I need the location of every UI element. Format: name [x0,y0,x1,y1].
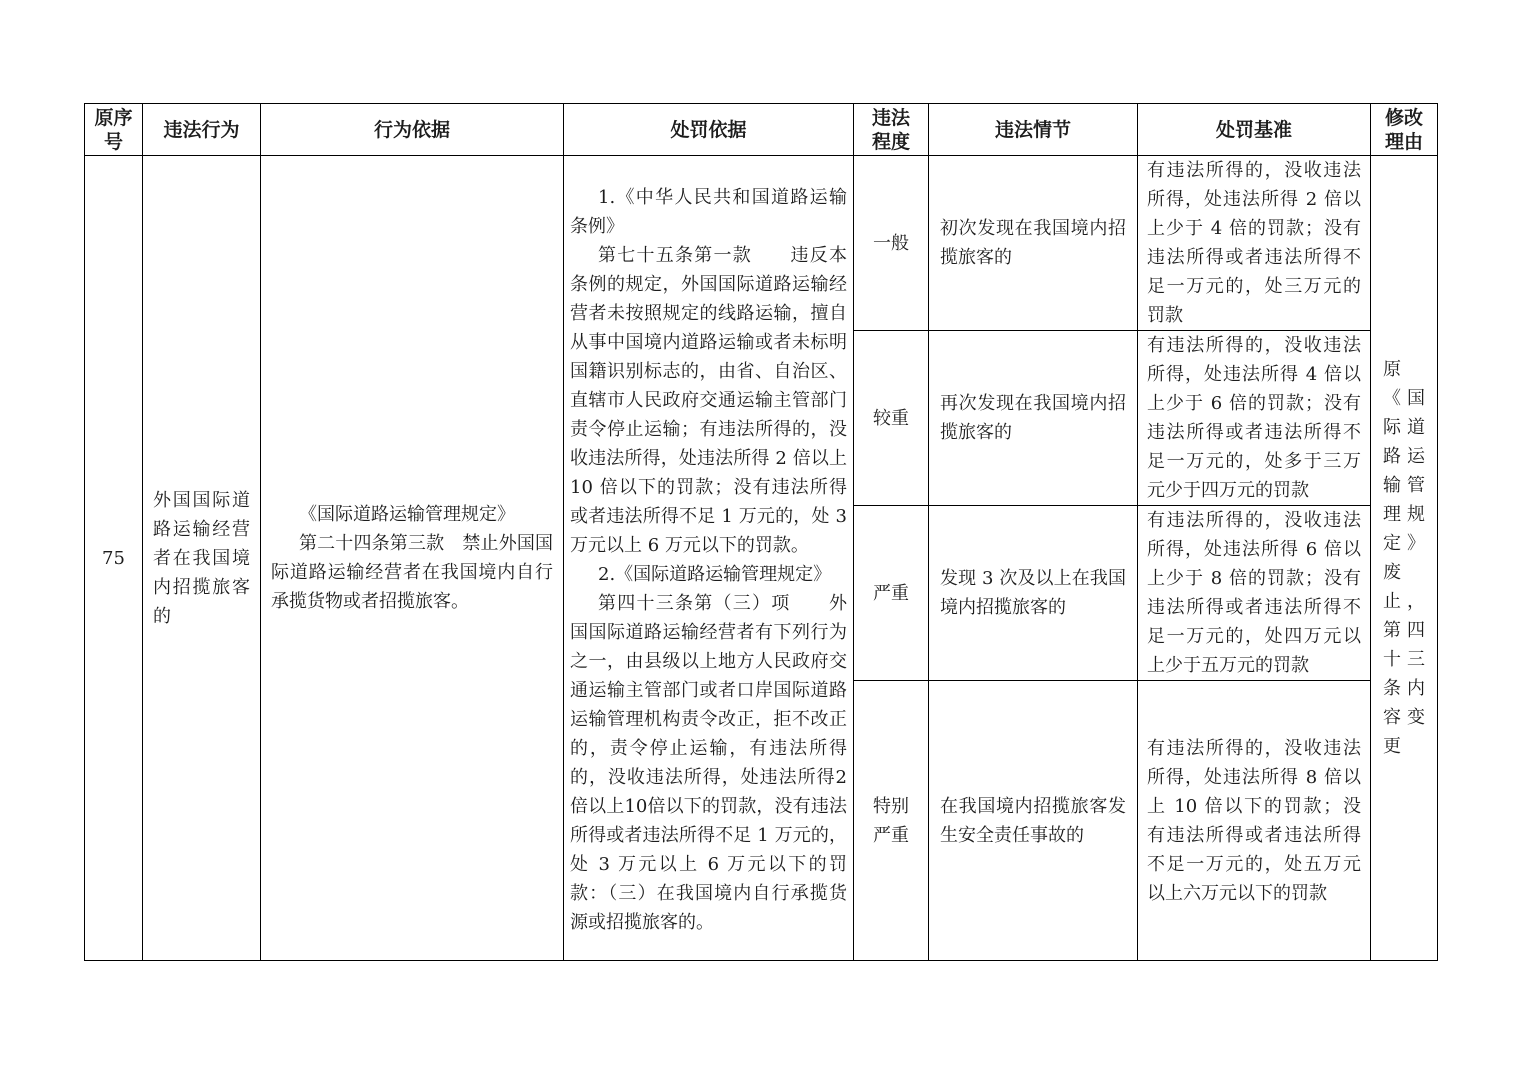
degree-cell: 严重 [854,506,929,681]
penalty-basis-paragraph-2: 第七十五条第一款 违反本条例的规定，外国国际道路运输经营者未按照规定的线路运输，擅自从事中国境内道路运输或者未标明国籍识别标志的，由省、自治区、直辖市人民政府交通运输主管部门责令停止运输；有违法所得的，没收违法所得，处违法所得 2 倍以上 10 倍以下的罚款；没有违法所得或者违法所得不足 1 万元的，处 3 万元以上 6 万元以下的罚款。 [570,244,847,556]
document-sheet [84,103,1438,961]
illegal-act-cell: 外国国际道路运输经营者在我国境内招揽旅客的 [143,156,261,961]
header-cell-degree: 违法程度 [854,104,929,156]
act-basis-paragraph-1: 《国际道路运输管理规定》 [299,504,515,525]
header-cell-circumstance: 违法情节 [929,104,1138,156]
header-cell-act-basis: 行为依据 [261,104,564,156]
header-cell-modify-reason: 修改理由 [1371,104,1438,156]
penalty-basis-cell [564,156,854,961]
modify-reason-cell: 原《国际道路运输管理规定》废止，第四十三条内容变更 [1371,156,1438,961]
serial-cell: 75 [85,156,143,961]
act-basis-paragraph-2: 第二十四条第三款 禁止外国国际道路运输经营者在我国境内自行承揽货物或者招揽旅客。 [271,533,553,612]
standard-cell: 有违法所得的，没收违法所得，处违法所得 4 倍以上少于 6 倍的罚款；没有违法所得或者违法所得不足一万元的，处多于三万元少于四万元的罚款 [1138,331,1371,506]
circumstance-cell: 发现 3 次及以上在我国境内招揽旅客的 [929,506,1138,681]
act-basis-cell [261,156,564,961]
header-row [85,104,1438,156]
circumstance-cell: 再次发现在我国境内招揽旅客的 [929,331,1138,506]
standard-cell: 有违法所得的，没收违法所得，处违法所得 6 倍以上少于 8 倍的罚款；没有违法所得或者违法所得不足一万元的，处四万元以上少于五万元的罚款 [1138,506,1371,681]
penalty-standards-table [84,103,1438,961]
circumstance-cell: 在我国境内招揽旅客发生安全责任事故的 [929,681,1138,961]
penalty-basis-paragraph-3: 2.《国际道路运输管理规定》 [598,563,832,585]
standard-cell: 有违法所得的，没收违法所得，处违法所得 2 倍以上少于 4 倍的罚款；没有违法所得或者违法所得不足一万元的，处三万元的罚款 [1138,156,1371,331]
degree-cell: 一般 [854,156,929,331]
degree-cell: 特别严重 [854,681,929,961]
penalty-basis-paragraph-4: 第四十三条第（三）项 外国国际道路运输经营者有下列行为之一，由县级以上地方人民政府交通运输主管部门或者口岸国际道路运输管理机构责令改正，拒不改正的，责令停止运输，有违法所得的，没收违法所得，处违法所得2倍以上10倍以下的罚款，没有违法所得或者违法所得不足 1 万元的，处 3 万元以上 6 万元以下的罚款：（三）在我国境内自行承揽货源或招揽旅客的。 [570,592,847,933]
degree-cell: 较重 [854,331,929,506]
header-cell-illegal-act: 违法行为 [143,104,261,156]
penalty-basis-paragraph-1: 1.《中华人民共和国道路运输条例》 [570,186,847,237]
standard-cell: 有违法所得的，没收违法所得，处违法所得 8 倍以上 10 倍以下的罚款；没有违法所得或者违法所得不足一万元的，处五万元以上六万元以下的罚款 [1138,681,1371,961]
severity-row-general [85,156,1438,331]
header-cell-serial: 原序号 [85,104,143,156]
header-cell-penalty-basis: 处罚依据 [564,104,854,156]
header-cell-standard: 处罚基准 [1138,104,1371,156]
circumstance-cell: 初次发现在我国境内招揽旅客的 [929,156,1138,331]
